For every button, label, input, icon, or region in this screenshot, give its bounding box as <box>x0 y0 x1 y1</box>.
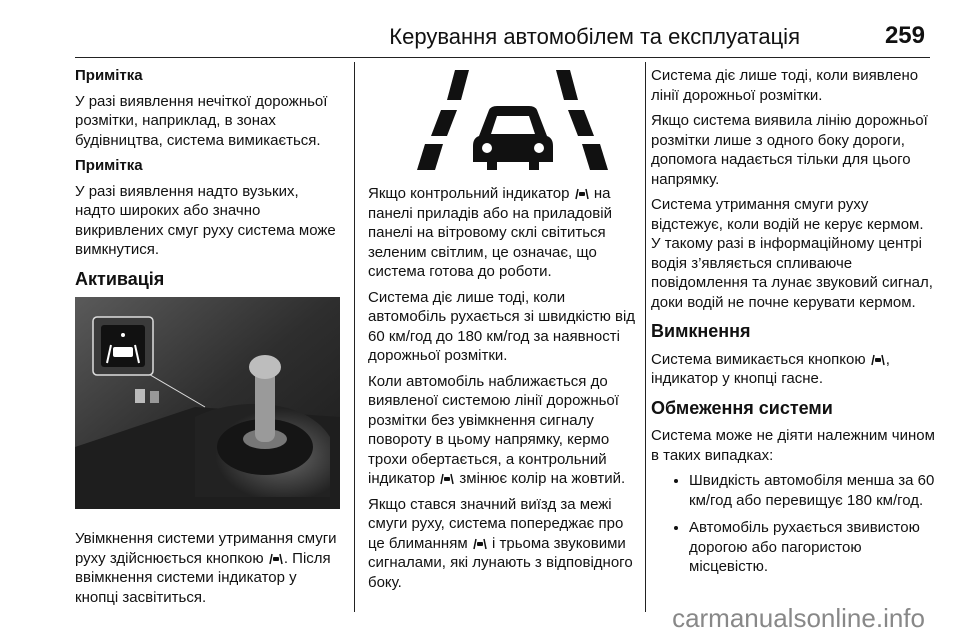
one-side-paragraph: Якщо система виявила лінію дорожньої розмітки лише з одного боку дороги, допомога надається тільки для цього напрямку. <box>651 112 928 188</box>
limitations-heading: Обмеження системи <box>651 397 833 418</box>
limitations-text: Система може не діяти належним чином в таких випадках: <box>651 427 935 464</box>
activation-heading: Активація <box>75 268 165 289</box>
note-title-1: Примітка <box>75 67 143 84</box>
header-title: Керування автомобілем та експлуатація <box>389 24 800 49</box>
warning-paragraph: Якщо стався значний виїзд за межі смуги руху, система попереджає про це блиманням і трьома звуковими сигналами, які лунають з відповідного боку. <box>368 495 633 591</box>
steering-correction-paragraph: Коли автомобіль наближається до виявленої системою лінії дорожньої розмітки без увімкнення сигналу повороту в цьому напрямку, кермо трохи обертається, а контрольний індикатор змінює колір на жовтий. <box>368 372 626 487</box>
deactivation-heading: Вимкнення <box>651 321 751 341</box>
lane-keep-icon <box>870 352 886 366</box>
console-photo-icon <box>75 297 340 509</box>
indicator-paragraph: Якщо контрольний індикатор на панелі приладів або на приладовій панелі на вітровому склі світиться зеленим світлим, це означає, що система готова до роботи. <box>368 185 612 280</box>
activation-text: Увімкнення системи утримання смуги руху здійснюється кнопкою . Після ввімкнення системи індикатор у кнопці засвітиться. <box>75 530 337 606</box>
note-text-2: У разі виявлення надто вузьких, надто широких або значно викривлених смуг руху система може вимкнутися. <box>75 182 336 258</box>
column-divider-2 <box>645 62 646 612</box>
lane-keep-icon <box>268 551 284 565</box>
header-rule <box>75 57 930 58</box>
list-item: • Автомобіль рухається звивистою дорогою або пагористою місцевістю. <box>689 518 936 577</box>
lane-keep-icon <box>574 186 590 200</box>
lane-keep-icon <box>439 471 455 485</box>
page-number: 259 <box>884 22 925 49</box>
note-title-2: Примітка <box>75 157 143 174</box>
deactivation-text: Система вимикається кнопкою , індикатор у кнопці гасне. <box>651 350 890 387</box>
column-right <box>651 66 936 585</box>
watermark: carmanualsonline.info <box>672 603 925 633</box>
center-console-illustration <box>75 297 340 509</box>
column-left <box>75 66 340 613</box>
column-divider-1 <box>354 62 355 612</box>
note-text-1: У разі виявлення нечіткої дорожньої розмітки, наприклад, в зонах будівництва, система вимикається. <box>75 92 328 149</box>
speed-range-paragraph: Система діє лише тоді, коли автомобіль рухається зі швидкістю від 60 км/год до 180 км/год за наявності дорожньої розмітки. <box>368 288 636 364</box>
operation-condition-paragraph: Система діє лише тоді, коли виявлено лінії дорожньої розмітки. <box>651 67 919 104</box>
hands-off-paragraph: Система утримання смуги руху відстежує, коли водій не керує кермом. У такому разі в інформаційному центрі водія з’являється спливаюче повідомлення та лунає звуковий сигнал, доки водій не почне керувати кермом. <box>651 196 933 311</box>
list-item: • Швидкість автомобіля менша за 60 км/год або перевищує 180 км/год. <box>689 471 936 510</box>
lane-keep-icon <box>472 536 488 550</box>
column-middle <box>368 66 638 598</box>
page-header <box>0 0 960 58</box>
limitations-list <box>651 471 936 577</box>
